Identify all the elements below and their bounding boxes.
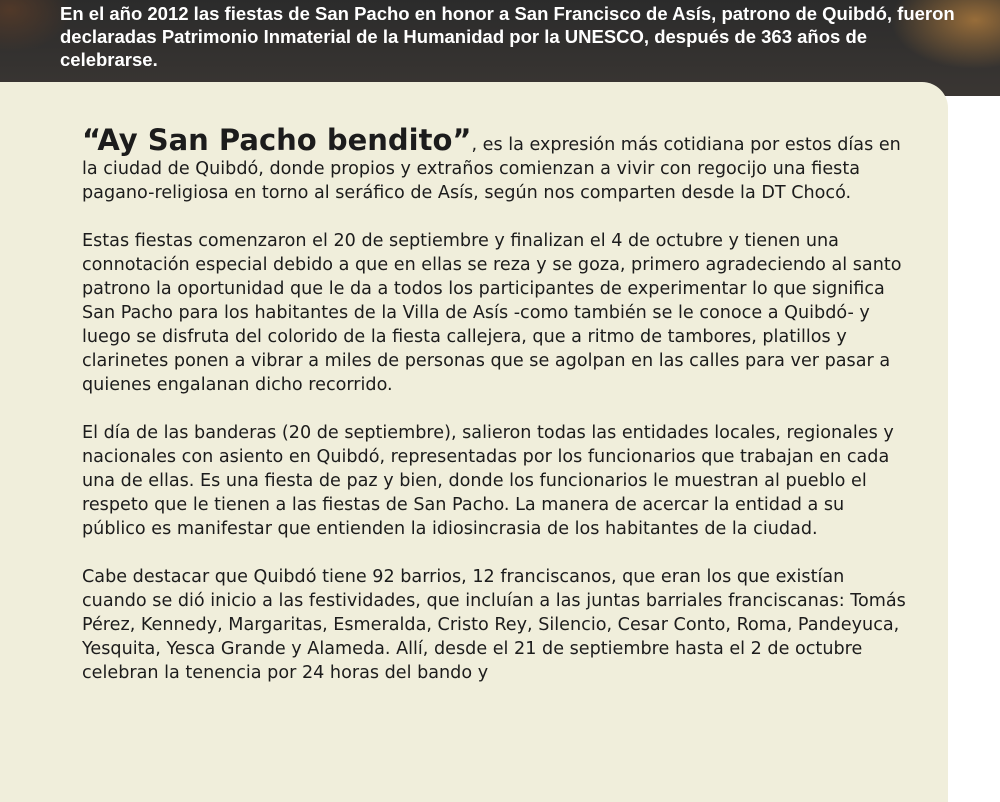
- article-body: [82, 123, 912, 709]
- hero-caption: En el año 2012 las fiestas de San Pacho en honor a San Francisco de Asís, patrono de Quibdó, fueron declaradas Patrimonio Inmaterial de la Humanidad por la UNESCO, después de 363 años de celebrarse.: [60, 3, 955, 70]
- lead-paragraph-text: , es la expresión más cotidiana por estos días en la ciudad de Quibdó, donde propios y extraños comienzan a vivir con regocijo una fiesta pagano-religiosa en torno al seráfico de Asís, según nos comparten desde la DT Chocó.: [82, 135, 901, 203]
- article-paragraph: Cabe destacar que Quibdó tiene 92 barrios, 12 franciscanos, que eran los que existían cuando se dió inicio a las festividades, que incluían a las juntas barriales franciscanas: Tomás Pérez, Kennedy, Margaritas, Esmeralda, Cristo Rey, Silencio, Cesar Conto, Roma, Pandeyuca, Yesquita, Yesca Grande y Alameda. Allí, desde el 21 de septiembre hasta el 2 de octubre celebran la tenencia por 24 horas del bando y: [82, 567, 906, 683]
- article-paragraph: Estas fiestas comenzaron el 20 de septiembre y finalizan el 4 de octubre y tienen una connotación especial debido a que en ellas se reza y se goza, primero agradeciendo al santo patrono la oportunidad que le da a todos los participantes de experimentar lo que significa San Pacho para los habitantes de la Villa de Asís -como también se le conoce a Quibdó- y luego se disfruta del colorido de la fiesta callejera, que a ritmo de tambores, platillos y clarinetes ponen a vibrar a miles de personas que se agolpan en las calles para ver pasar a quienes engalanan dicho recorrido.: [82, 231, 902, 395]
- article-paragraph: El día de las banderas (20 de septiembre), salieron todas las entidades locales, regionales y nacionales con asiento en Quibdó, representadas por los funcionarios que trabajan en cada una de ellas. Es una fiesta de paz y bien, donde los funcionarios le muestran al pueblo el respeto que le tienen a las fiestas de San Pacho. La manera de acercar la entidad a su público es manifestar que entienden la idiosincrasia de los habitantes de la ciudad.: [82, 423, 894, 539]
- lead-paragraph: [82, 123, 912, 205]
- lead-quote: “Ay San Pacho bendito”: [82, 123, 472, 157]
